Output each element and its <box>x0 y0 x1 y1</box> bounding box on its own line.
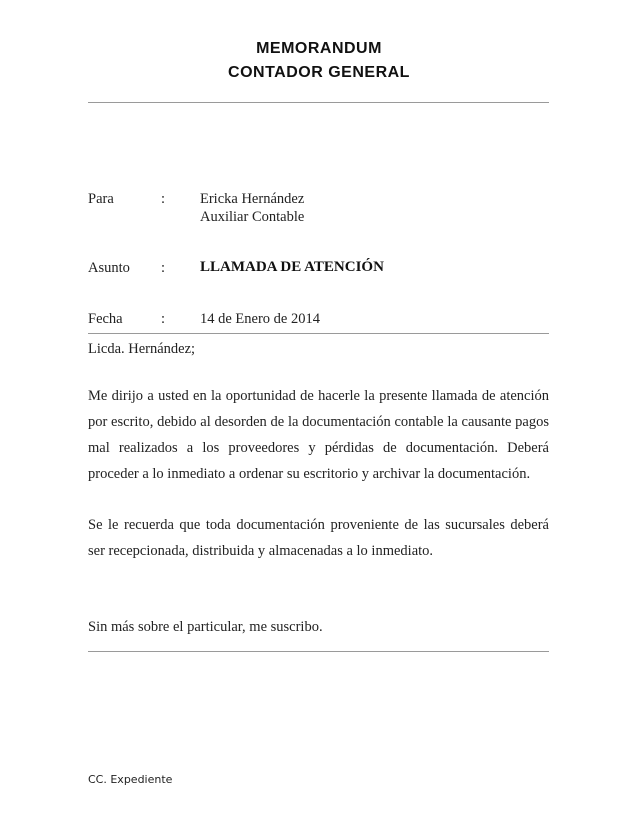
memo-subtitle: CONTADOR GENERAL <box>228 64 410 81</box>
to-label: Para <box>88 191 114 207</box>
body-paragraph-1: Me dirijo a usted en la oportunidad de hacerle la presente llamada de atención por escrito, debido al desorden de la documentación contable la causante pagos mal realizados a los proveedores y pérdidas de documentación. Deberá proceder a lo inmediato a ordenar su escritorio y archivar la documentación. <box>88 388 549 482</box>
closing-line: Sin más sobre el particular, me suscribo. <box>88 619 323 635</box>
date-label: Fecha <box>88 311 123 327</box>
closing-divider <box>88 651 549 652</box>
date-value: 14 de Enero de 2014 <box>200 311 320 327</box>
header-divider <box>88 102 549 103</box>
to-colon: : <box>161 191 166 207</box>
body-paragraph-2: Se le recuerda que toda documentación proveniente de las sucursales deberá ser recepcionada, distribuida y almacenadas a lo inmediato. <box>88 517 549 559</box>
salutation: Licda. Hernández; <box>88 341 196 357</box>
fields-divider <box>88 333 549 334</box>
subject-colon: : <box>161 260 166 276</box>
to-name: Ericka Hernández <box>200 191 305 207</box>
subject-label: Asunto <box>88 260 130 276</box>
memo-title: MEMORANDUM <box>256 40 382 57</box>
to-role: Auxiliar Contable <box>200 209 305 225</box>
date-colon: : <box>161 311 166 327</box>
cc-note: CC. Expediente <box>88 773 173 786</box>
subject-value: LLAMADA DE ATENCIÓN <box>200 259 384 275</box>
